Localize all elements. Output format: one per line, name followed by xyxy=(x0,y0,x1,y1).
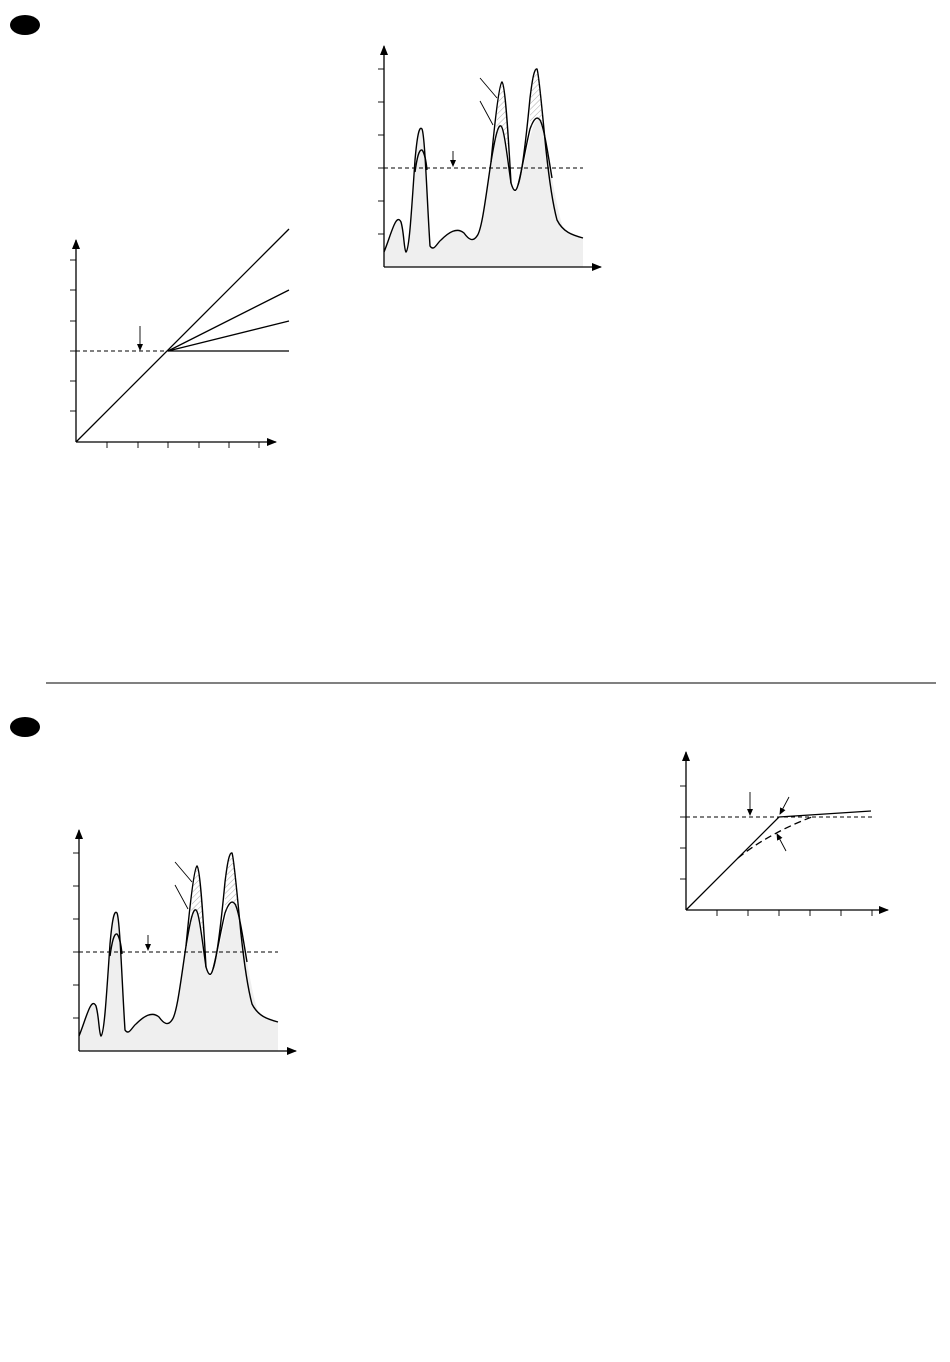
y-ticks xyxy=(378,69,384,234)
leader-compressed xyxy=(480,101,493,125)
y-ticks xyxy=(70,260,76,411)
y-ticks xyxy=(73,853,79,1018)
hard-knee-curve xyxy=(686,811,871,910)
transfer-ratio-diagram xyxy=(70,229,289,448)
waveform-fill xyxy=(384,119,583,267)
gain-line-ratio-4 xyxy=(168,321,289,351)
x-ticks xyxy=(107,442,259,448)
hard-knee-arrow xyxy=(780,797,789,814)
leader-original xyxy=(480,78,497,98)
soft-knee-curve xyxy=(738,817,812,858)
section-badge-bottom xyxy=(10,717,40,737)
leader-original xyxy=(175,862,192,882)
x-ticks xyxy=(717,910,872,916)
leader-compressed xyxy=(175,885,188,909)
waveform-fill xyxy=(79,903,278,1051)
gain-line-ratio-2 xyxy=(168,290,289,351)
y-ticks xyxy=(680,786,686,879)
section-badge-top xyxy=(10,15,40,35)
gain-line-1-1 xyxy=(76,229,289,442)
waveform-diagram-top xyxy=(378,46,601,267)
waveform-diagram-bottom xyxy=(73,830,296,1051)
soft-knee-diagram xyxy=(680,752,888,916)
soft-knee-arrow xyxy=(777,834,786,851)
